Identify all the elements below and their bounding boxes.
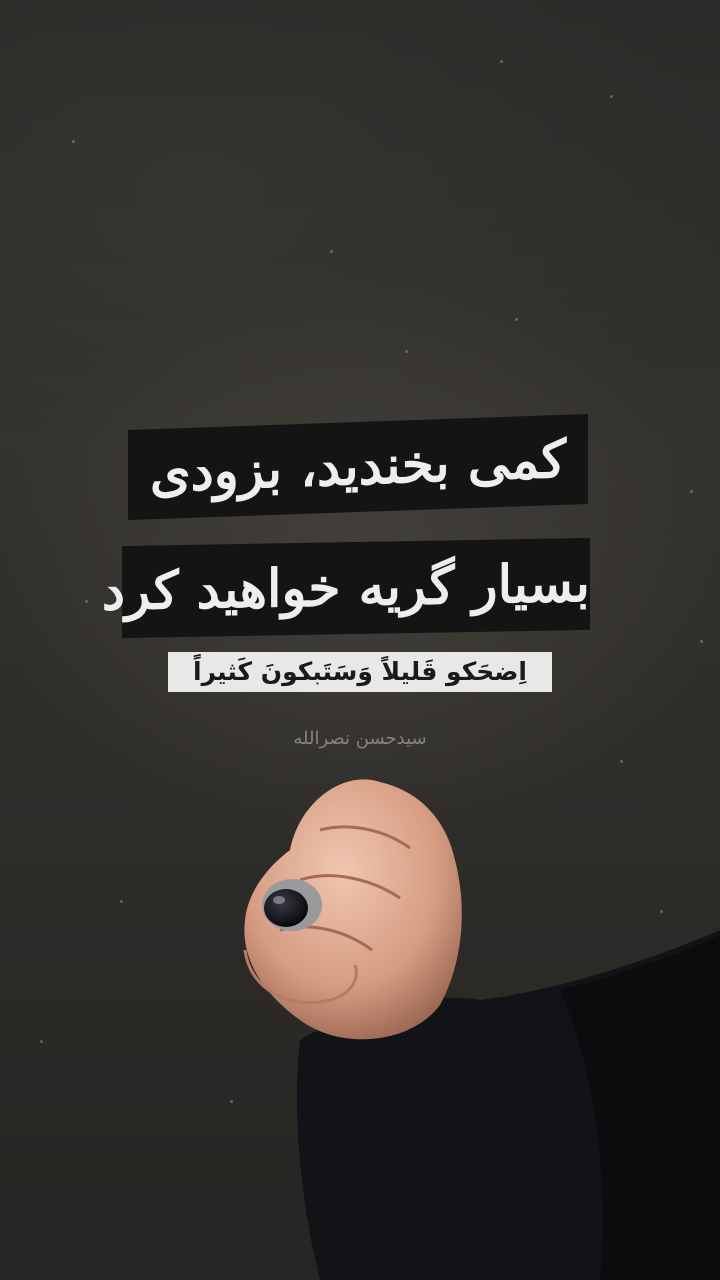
arabic-quote: اِضحَکو قَلیلاً وَسَتَبکونَ کَثیراً <box>168 652 552 692</box>
headline-line-2: بسیار گریه خواهید کرد <box>122 538 590 638</box>
headline-line-1: کمی بخندید، بزودی <box>128 414 588 520</box>
attribution: سیدحسن نصرالله <box>293 728 427 749</box>
ring-stone <box>264 889 308 927</box>
